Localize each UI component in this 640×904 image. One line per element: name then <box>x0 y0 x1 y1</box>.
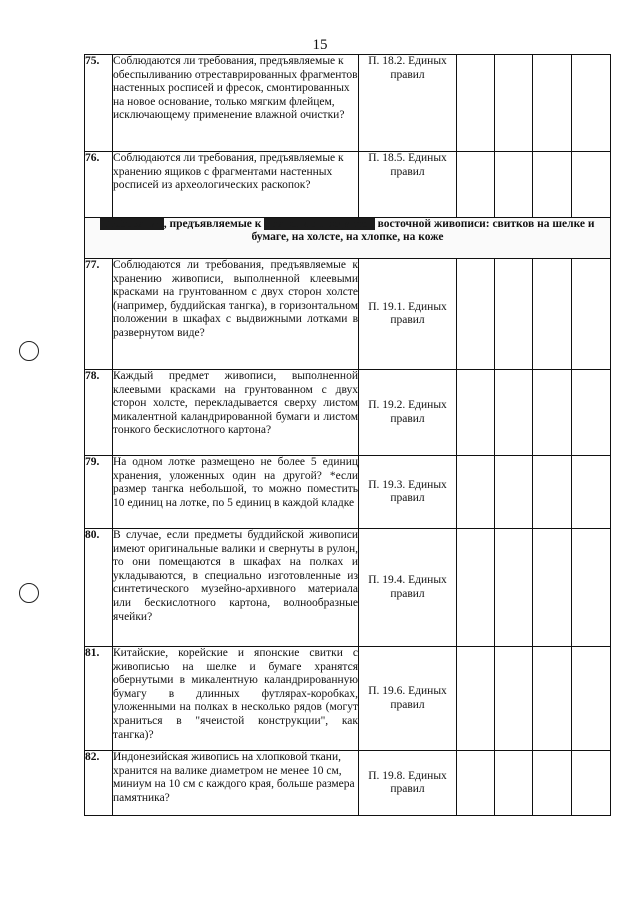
table-row <box>85 647 611 751</box>
check-cell[interactable] <box>495 456 533 529</box>
check-cell[interactable] <box>572 529 611 647</box>
check-cell[interactable] <box>457 456 495 529</box>
requirement-text: Каждый предмет живописи, выполненной клеевыми красками на грунтованном с двух сторон холсте, перекладывается сверху листом микалентной каландрированной бумаги и листом тонкого бескислотного картона? <box>113 370 359 456</box>
check-cell[interactable] <box>533 152 572 218</box>
check-cell[interactable] <box>495 259 533 370</box>
section-obscured: хранению предметов <box>265 218 374 230</box>
row-number: 80. <box>85 529 113 647</box>
requirement-text: Соблюдаются ли требования, предъявляемые к хранению ящиков с фрагментами настенных росписей из археологических раскопок? <box>113 152 359 218</box>
check-cell[interactable] <box>533 370 572 456</box>
check-cell[interactable] <box>457 751 495 816</box>
check-cell[interactable] <box>495 751 533 816</box>
check-cell[interactable] <box>572 152 611 218</box>
check-cell[interactable] <box>495 529 533 647</box>
row-number: 78. <box>85 370 113 456</box>
requirement-text: Соблюдаются ли требования, предъявляемые к обеспыливанию отреставрированных фрагментов настенных росписей и фресок, смонтированных на новое основание, только мягким флейцем, исключающему применение влажной очистки? <box>113 55 359 152</box>
rule-reference: П. 19.2. Единых правил <box>359 370 457 456</box>
check-cell[interactable] <box>457 370 495 456</box>
check-cell[interactable] <box>533 55 572 152</box>
check-cell[interactable] <box>457 529 495 647</box>
check-cell[interactable] <box>533 647 572 751</box>
table-row <box>85 370 611 456</box>
requirement-text: В случае, если предметы буддийской живописи имеют оригинальные валики и свернуты в рулон, то они помещаются в шкафах на полках и укладываются, в специально изготовленные из синтетического музейно-архивного материала или бескислотного картона, волнообразные ячейки? <box>113 529 359 647</box>
check-cell[interactable] <box>572 259 611 370</box>
section-post: восточной живописи: свитков на шелке и бумаге, на холсте, на хлопке, на коже <box>251 218 595 243</box>
requirement-text: На одном лотке размещено не более 5 единиц хранения, уложенных один на другой? *если размер тангка небольшой, то можно поместить 10 единиц на лотке, по 5 единиц в каждой кладке <box>113 456 359 529</box>
check-cell[interactable] <box>533 456 572 529</box>
check-cell[interactable] <box>495 370 533 456</box>
row-number: 76. <box>85 152 113 218</box>
rule-reference: П. 19.1. Единых правил <box>359 259 457 370</box>
check-cell[interactable] <box>495 152 533 218</box>
check-cell[interactable] <box>533 751 572 816</box>
check-cell[interactable] <box>533 259 572 370</box>
table-row <box>85 259 611 370</box>
row-number: 77. <box>85 259 113 370</box>
table-row <box>85 55 611 152</box>
page-number: 15 <box>312 37 328 53</box>
check-cell[interactable] <box>572 751 611 816</box>
row-number: 79. <box>85 456 113 529</box>
table-row <box>85 152 611 218</box>
check-cell[interactable] <box>533 529 572 647</box>
rule-reference: П. 19.6. Единых правил <box>359 647 457 751</box>
rule-reference: П. 19.4. Единых правил <box>359 529 457 647</box>
table-row <box>85 456 611 529</box>
check-cell[interactable] <box>457 647 495 751</box>
check-cell[interactable] <box>495 647 533 751</box>
section-pre: Требования <box>101 218 163 230</box>
check-cell[interactable] <box>572 370 611 456</box>
checklist-table <box>84 54 611 816</box>
row-number: 75. <box>85 55 113 152</box>
requirement-text: Китайские, корейские и японские свитки с живописью на шелке и бумаге хранятся обернутыми в микалентную каландрированную бумагу в длинных футлярах-коробках, уложенными на полках в несколько рядов (могут храниться в "ячеистой конструкции", как тангка)? <box>113 647 359 751</box>
check-cell[interactable] <box>572 55 611 152</box>
section-header-row <box>85 218 611 259</box>
rule-reference: П. 19.8. Единых правил <box>359 751 457 816</box>
table-row <box>85 529 611 647</box>
rule-reference: П. 18.5. Единых правил <box>359 152 457 218</box>
section-header <box>85 218 611 259</box>
requirement-text: Соблюдаются ли требования, предъявляемые к хранению живописи, выполненной клеевыми красками на грунтованном с двух сторон холсте (например, буддийская тангка), в горизонтальном положении в шкафах с выдвижными лотками в развернутом виде? <box>113 259 359 370</box>
rule-reference: П. 19.3. Единых правил <box>359 456 457 529</box>
check-cell[interactable] <box>572 647 611 751</box>
row-number: 82. <box>85 751 113 816</box>
table-row <box>85 751 611 816</box>
rule-reference: П. 18.2. Единых правил <box>359 55 457 152</box>
check-cell[interactable] <box>495 55 533 152</box>
binder-hole-icon <box>19 583 39 603</box>
check-cell[interactable] <box>572 456 611 529</box>
requirement-text: Индонезийская живопись на хлопковой ткани, хранится на валике диаметром не менее 10 см, миниум на 10 см с каждого края, больше размера памятника? <box>113 751 359 816</box>
check-cell[interactable] <box>457 55 495 152</box>
binder-hole-icon <box>19 341 39 361</box>
section-mid: , предъявляемые к <box>163 218 265 230</box>
row-number: 81. <box>85 647 113 751</box>
check-cell[interactable] <box>457 152 495 218</box>
check-cell[interactable] <box>457 259 495 370</box>
